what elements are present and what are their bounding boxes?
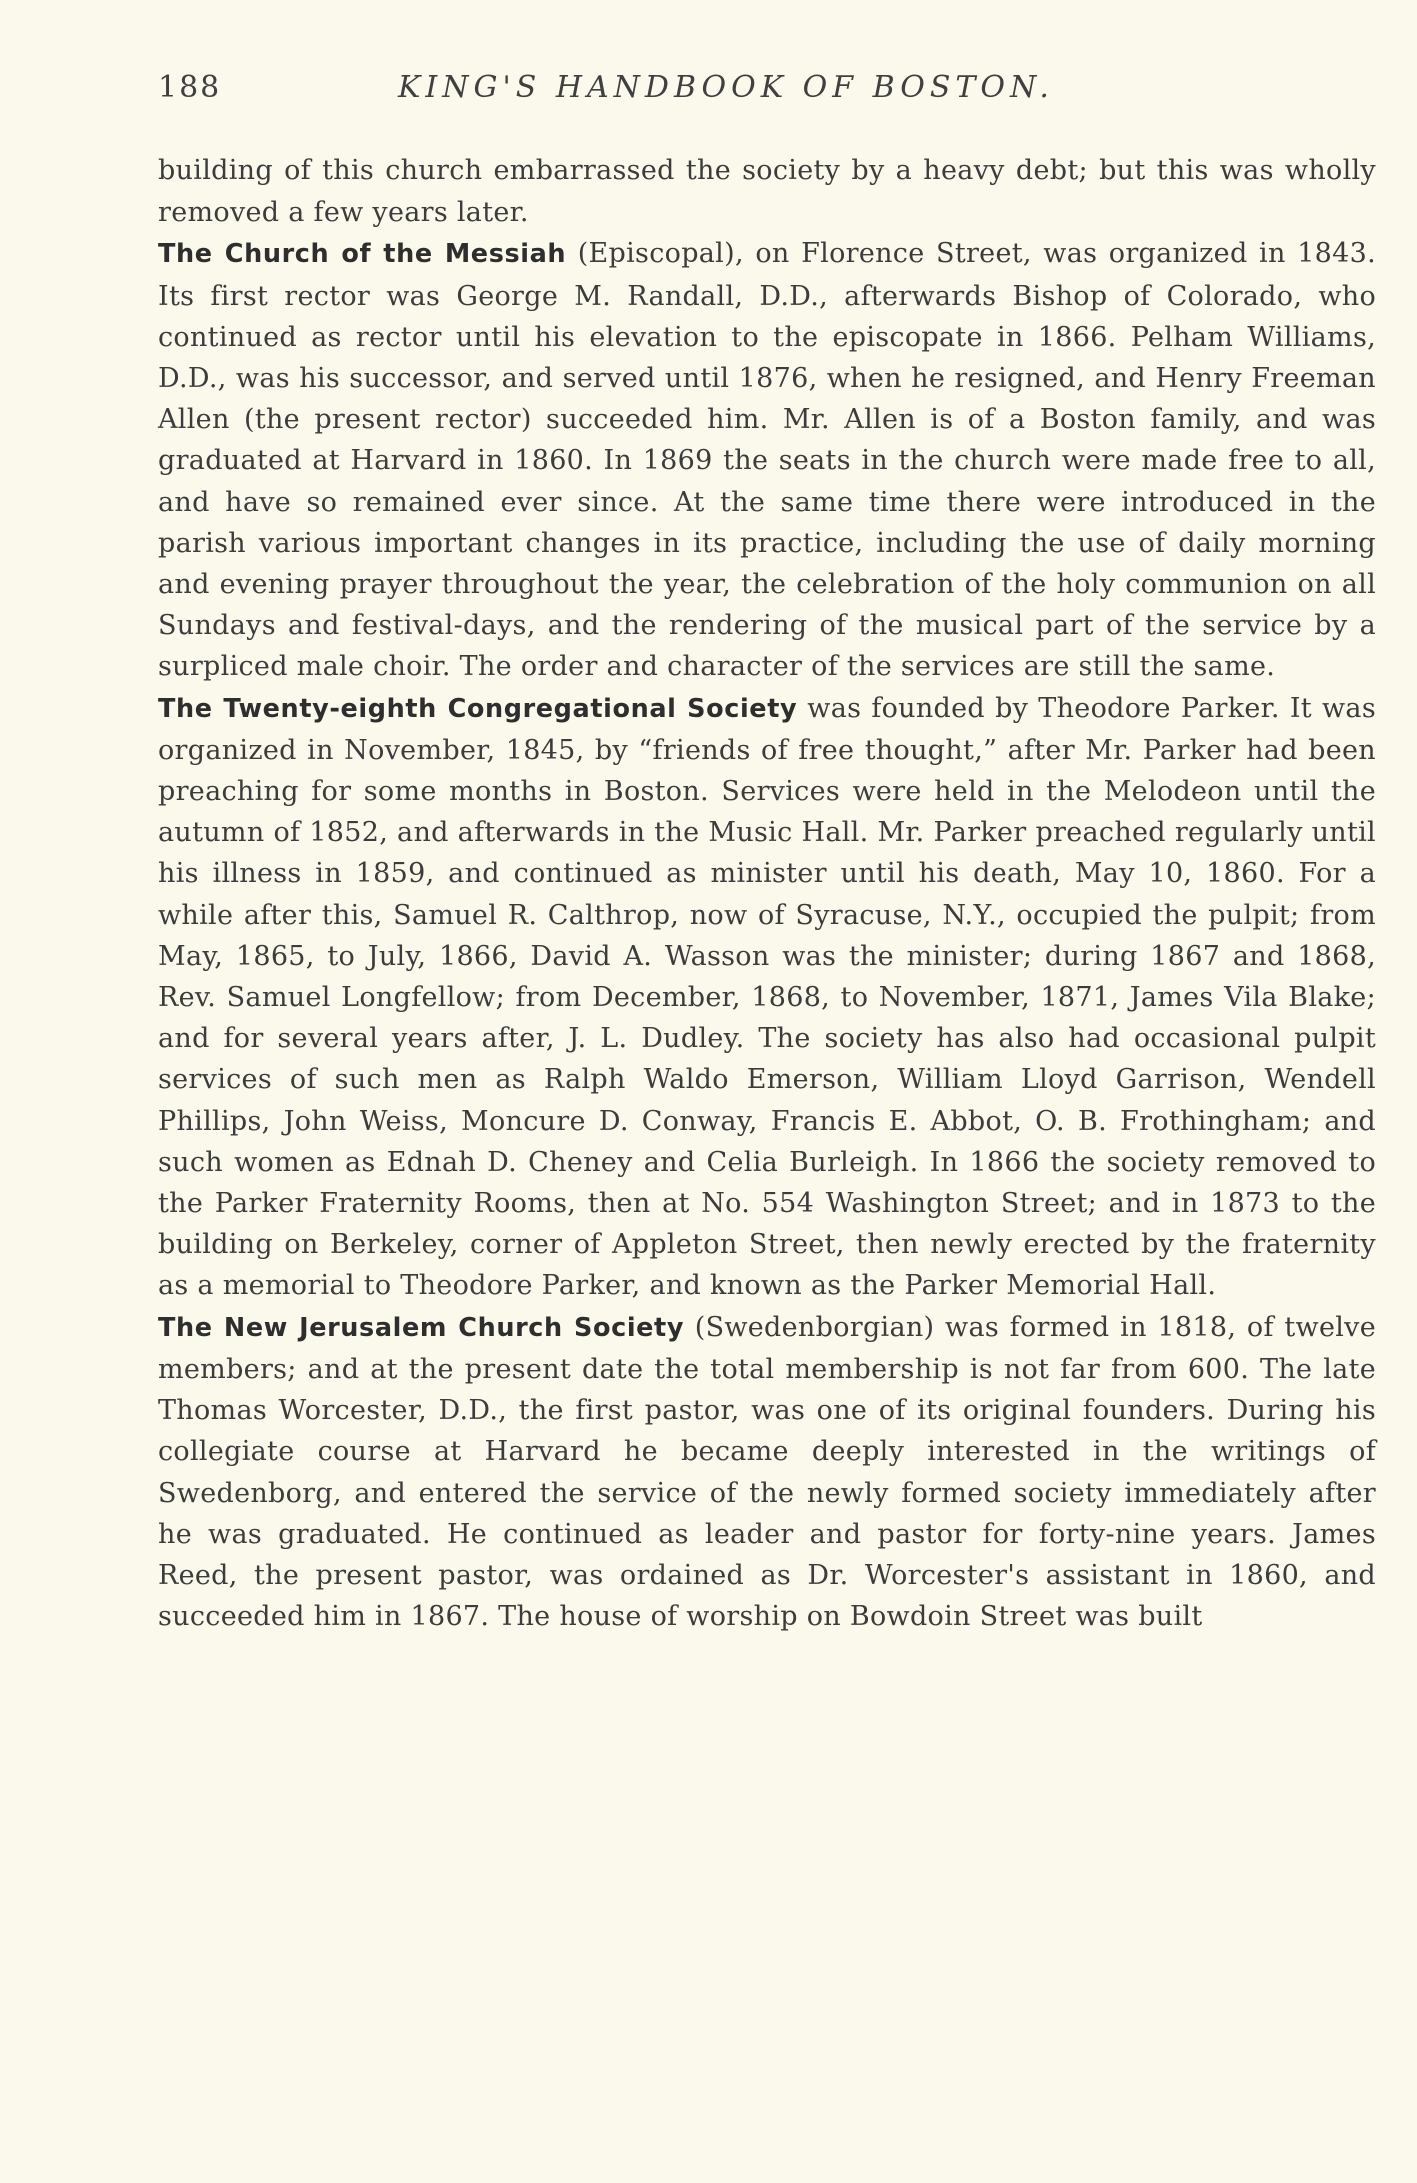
paragraph-text: (Swedenborgian) was formed in 1818, of twelve members; and at the present date the total membership is not far from 600. The late Thomas Worcester, D.D., the first pastor, was one of its original founders. During his collegiate course at Harvard he became deeply interested in the writings of Swedenborg, and entered the service of the newly formed society immediately after he was graduated. He continued as leader and pastor for forty-nine years. James Reed, the present pastor, was ordained as Dr. Worcester's assistant in 1860, and succeeded him in 1867. The house of worship on Bowdoin Street was built bbox=[158, 1311, 1376, 1633]
paragraph-text: (Episcopal), on Florence Street, was organized in 1843. Its first rector was George M. Randall, D.D., afterwards Bishop of Colorado, who continued as rector until his elevation to the episcopate in 1866. Pelham Williams, D.D., was his successor, and served until 1876, when he resigned, and Henry Freeman Allen (the present rector) succeeded him. Mr. Allen is of a Boston family, and was graduated at Harvard in 1860. In 1869 the seats in the church were made free to all, and have so remained ever since. At the same time there were introduced in the parish various important changes in its practice, including the use of daily morning and evening prayer throughout the year, the celebration of the holy communion on all Sundays and festival-days, and the rendering of the musical part of the service by a surpliced male choir. The order and character of the services are still the same. bbox=[158, 238, 1376, 683]
running-title: KING'S HANDBOOK OF BOSTON. bbox=[398, 70, 1054, 105]
paragraph-lead: The Twenty-eighth Congregational Society bbox=[158, 693, 798, 724]
paragraph-continuation bbox=[158, 150, 1376, 233]
paragraph-text: was founded by Theodore Parker. It was organized in November, 1845, by “friends of free thought,” after Mr. Parker had been preaching for some months in Boston. Services were held in the Melodeon until the autumn of 1852, and afterwards in the Music Hall. Mr. Parker preached regularly until his illness in 1859, and continued as minister until his death, May 10, 1860. For a while after this, Samuel R. Calthrop, now of Syracuse, N.Y., occupied the pulpit; from May, 1865, to July, 1866, David A. Wasson was the minister; during 1867 and 1868, Rev. Samuel Longfellow; from December, 1868, to November, 1871, James Vila Blake; and for several years after, J. L. Dudley. The society has also had occasional pulpit services of such men as Ralph Waldo Emerson, William Lloyd Garrison, Wendell Phillips, John Weiss, Moncure D. Conway, Francis E. Abbot, O. B. Frothingham; and such women as Ednah D. Cheney and Celia Burleigh. In 1866 the society removed to the Parker Fraternity Rooms, then at No. 554 Washington Street; and in 1873 to the building on Berkeley, corner of Appleton Street, then newly erected by the fraternity as a memorial to Theodore Parker, and known as the Parker Memorial Hall. bbox=[158, 692, 1376, 1302]
body-text bbox=[158, 150, 1376, 1637]
paragraph-twenty-eighth-congregational bbox=[158, 688, 1376, 1307]
paragraph-church-of-the-messiah bbox=[158, 233, 1376, 687]
paragraph-new-jerusalem-church bbox=[158, 1307, 1376, 1638]
paragraph-lead: The Church of the Messiah bbox=[158, 239, 567, 270]
paragraph-text: building of this church embarrassed the society by a heavy debt; but this was wholly removed a few years later. bbox=[158, 155, 1376, 229]
page-header bbox=[158, 70, 1373, 114]
page-number: 188 bbox=[158, 70, 222, 105]
paragraph-lead: The New Jerusalem Church Society bbox=[158, 1312, 685, 1343]
